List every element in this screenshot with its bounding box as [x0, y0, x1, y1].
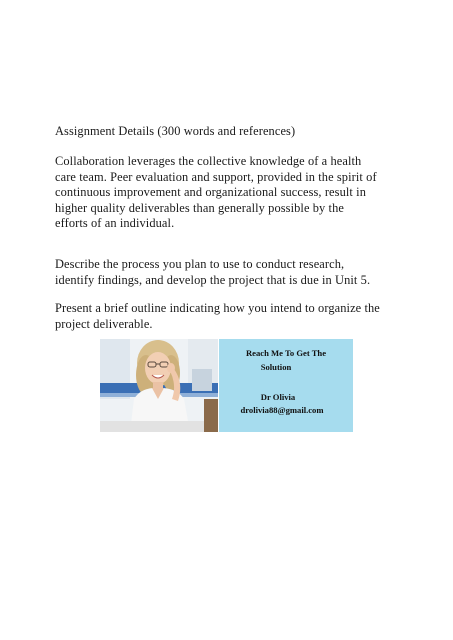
collaboration-paragraph: Collaboration leverages the collective knowledge of a health care team. Peer evaluation and support, provided in the spirit of continuous improvement and organizational success, result in higher quality deliverables than generally possible by the efforts of an individual. — [55, 154, 377, 231]
research-process-paragraph: Describe the process you plan to use to conduct research, identify findings, and develop the project that is due in Unit 5. — [55, 257, 371, 287]
contact-ad-banner[interactable] — [100, 339, 353, 432]
contact-email[interactable]: drolivia88@gmail.com — [240, 405, 324, 415]
contact-name: Dr Olivia — [260, 392, 296, 402]
contact-info-panel[interactable] — [219, 339, 353, 432]
assignment-heading: Assignment Details (300 words and references) — [55, 124, 296, 138]
outline-paragraph: Present a brief outline indicating how you intend to organize the project deliverable. — [55, 301, 380, 331]
ad-headline-line-2: Solution — [260, 362, 292, 372]
woman-photo — [100, 339, 218, 432]
ad-headline-line-1: Reach Me To Get The — [245, 348, 327, 358]
